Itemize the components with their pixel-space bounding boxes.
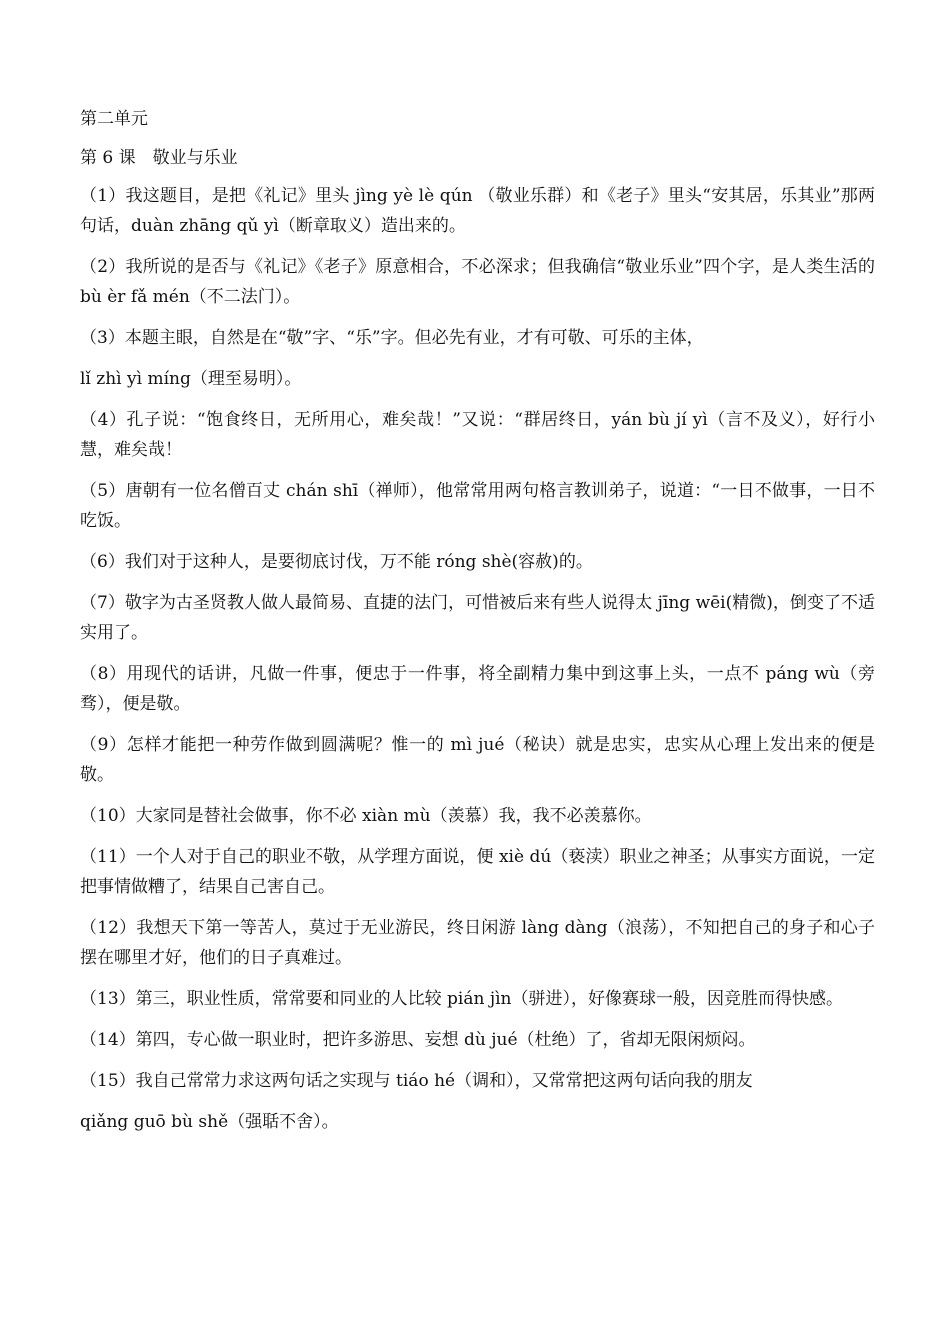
paragraph-3: （3）本题主眼，自然是在“敬”字、“乐”字。但必先有业，才有可敬、可乐的主体，	[80, 328, 704, 348]
paragraph-8: （8）用现代的话讲，凡做一件事，便忠于一件事，将全副精力集中到这事上头，一点不 páng wù（旁骛），便是敬。	[80, 664, 875, 714]
paragraph-12: （12）我想天下第一等苦人，莫过于无业游民，终日闲游 làng dàng（浪荡），不知把自己的身子和心子摆在哪里才好，他们的日子真难过。	[80, 918, 875, 968]
paragraph-1: （1）我这题目，是把《礼记》里头 jìng yè lè qún （敬业乐群）和《老子》里头“安其居，乐其业”那两句话，duàn zhāng qǔ yì（断章取义）造出来的。	[80, 186, 875, 236]
paragraph-10: （10）大家同是替社会做事，你不必 xiàn mù（羡慕）我，我不必羡慕你。	[80, 806, 652, 826]
paragraph-9: （9）怎样才能把一种劳作做到圆满呢？惟一的 mì jué（秘诀）就是忠实，忠实从心理上发出来的便是敬。	[80, 735, 875, 785]
paragraph-14: （14）第四，专心做一职业时，把许多游思、妄想 dù jué（杜绝）了，省却无限闲烦闷。	[80, 1030, 756, 1050]
paragraph-15: （15）我自己常常力求这两句话之实现与 tiáo hé（调和），又常常把这两句话向我的朋友	[80, 1071, 753, 1091]
paragraph-3-continued: lǐ zhì yì míng（理至易明）。	[80, 369, 302, 389]
unit-title: 第二单元	[80, 109, 148, 129]
document-page	[80, 104, 875, 1148]
paragraph-2: （2）我所说的是否与《礼记》《老子》原意相合，不必深求；但我确信“敬业乐业”四个字，是人类生活的 bù èr fǎ mén（不二法门）。	[80, 257, 875, 307]
lesson-title: 第 6 课 敬业与乐业	[80, 148, 238, 168]
paragraph-5: （5）唐朝有一位名僧百丈 chán shī（禅师），他常常用两句格言教训弟子，说道：“一日不做事，一日不吃饭。	[80, 481, 875, 531]
paragraph-15-continued: qiǎng guō bù shě（强聒不舍）。	[80, 1112, 339, 1132]
paragraph-6: （6）我们对于这种人，是要彻底讨伐，万不能 róng shè(容赦)的。	[80, 552, 593, 572]
paragraph-11: （11）一个人对于自己的职业不敬，从学理方面说，便 xiè dú（亵渎）职业之神圣；从事实方面说，一定把事情做糟了，结果自己害自己。	[80, 847, 875, 897]
paragraph-7: （7）敬字为古圣贤教人做人最简易、直捷的法门，可惜被后来有些人说得太 jīng wēi(精微)，倒变了不适实用了。	[80, 593, 875, 643]
paragraph-4: （4）孔子说：“饱食终日，无所用心，难矣哉！”又说：“群居终日，yán bù jí yì（言不及义），好行小慧，难矣哉！	[80, 410, 875, 460]
paragraph-13: （13）第三，职业性质，常常要和同业的人比较 pián jìn（骈进），好像赛球一般，因竞胜而得快感。	[80, 989, 843, 1009]
